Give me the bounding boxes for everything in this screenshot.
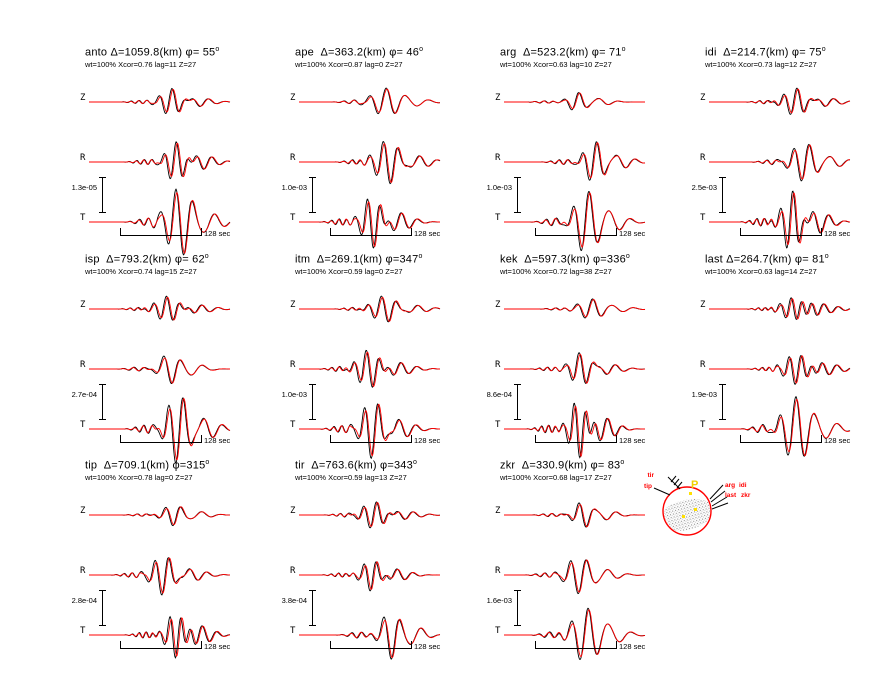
station-fit-stats: wt=100% Xcor=0.76 lag=11 Z=27 (85, 60, 197, 69)
amplitude-scale-bracket (102, 177, 108, 213)
synthetic-trace (709, 145, 850, 179)
observed-trace (299, 562, 440, 591)
component-label-t: T (80, 213, 86, 223)
observed-trace (89, 296, 230, 320)
time-scale-label: 128 sec (824, 229, 851, 238)
station-header-text: itm Δ=269.1(km) φ=347 (295, 253, 419, 266)
synthetic-trace (89, 89, 230, 112)
waveform-trace-t (500, 394, 660, 464)
amplitude-scale-bracket (312, 177, 318, 213)
observed-trace (504, 608, 645, 659)
component-label-z: Z (290, 300, 296, 310)
amplitude-scale-bracket (517, 590, 523, 626)
component-label-t: T (495, 626, 501, 636)
time-scale-bar (535, 228, 617, 236)
station-fit-stats: wt=100% Xcor=0.72 lag=38 Z=27 (500, 267, 612, 276)
beachball-station-label: last (725, 492, 737, 499)
station-fit-stats: wt=100% Xcor=0.68 lag=17 Z=27 (500, 473, 612, 482)
amplitude-scale-bracket (102, 590, 108, 626)
station-fit-stats: wt=100% Xcor=0.73 lag=12 Z=27 (705, 60, 817, 69)
synthetic-trace (709, 356, 850, 383)
time-scale-label: 128 sec (414, 642, 441, 651)
station-header (500, 253, 630, 266)
station-header (85, 459, 209, 472)
waveform-trace-t (500, 187, 660, 257)
amplitude-scale-label: 8.6e-04 (486, 390, 512, 399)
component-label-z: Z (290, 93, 296, 103)
station-header-text: ape Δ=363.2(km) φ= 46 (295, 46, 420, 59)
time-scale-bar (330, 435, 412, 443)
synthetic-trace (504, 93, 645, 109)
station-header (500, 46, 626, 59)
synthetic-trace (504, 406, 645, 456)
station-panel (71, 252, 285, 459)
amplitude-scale-label: 1.3e-05 (71, 183, 97, 192)
synthetic-trace (299, 619, 440, 657)
synthetic-trace (89, 297, 230, 320)
synthetic-trace (504, 354, 645, 383)
beachball-leader-lines-nw (654, 476, 682, 495)
station-fit-stats: wt=100% Xcor=0.63 lag=14 Z=27 (705, 267, 817, 276)
degree-superscript: o (824, 253, 829, 260)
component-label-t: T (290, 626, 296, 636)
amplitude-scale-label: 2.5e-03 (691, 183, 717, 192)
station-header (295, 459, 417, 472)
time-scale-bar (740, 435, 822, 443)
time-scale-label: 128 sec (414, 229, 441, 238)
observed-trace (504, 560, 645, 594)
degree-superscript: o (621, 46, 626, 53)
synthetic-trace (299, 562, 440, 590)
synthetic-trace (299, 297, 440, 321)
station-panel (71, 45, 285, 252)
waveform-trace-t (85, 187, 245, 257)
station-panel (71, 458, 285, 665)
component-label-z: Z (80, 506, 86, 516)
station-header-text: arg Δ=523.2(km) φ= 71 (500, 46, 622, 59)
component-label-z: Z (290, 506, 296, 516)
amplitude-scale-bracket (517, 177, 523, 213)
degree-superscript: o (412, 459, 418, 466)
time-scale-bar (120, 641, 202, 649)
observed-trace (709, 144, 850, 181)
degree-superscript: o (620, 459, 625, 466)
time-scale-bar (330, 228, 412, 236)
observed-trace (709, 397, 850, 457)
observed-trace (299, 142, 440, 184)
component-label-r: R (495, 153, 501, 163)
component-label-r: R (495, 360, 501, 370)
time-scale-bar (535, 641, 617, 649)
component-label-z: Z (495, 506, 501, 516)
component-label-r: R (80, 360, 86, 370)
component-label-z: Z (80, 300, 86, 310)
synthetic-trace (299, 89, 440, 113)
station-panel (486, 45, 700, 252)
station-header-text: kek Δ=597.3(km) φ=336 (500, 253, 626, 266)
component-label-t: T (700, 420, 706, 430)
waveform-trace-t (705, 394, 865, 464)
component-label-z: Z (495, 300, 501, 310)
component-label-t: T (495, 420, 501, 430)
observed-trace (504, 353, 645, 384)
station-fit-stats: wt=100% Xcor=0.59 lag=0 Z=27 (295, 267, 403, 276)
component-label-r: R (495, 566, 501, 576)
station-header (295, 253, 423, 266)
station-panel (281, 252, 495, 459)
station-fit-stats: wt=100% Xcor=0.87 lag=0 Z=27 (295, 60, 403, 69)
synthetic-trace (89, 507, 230, 525)
station-header-text: tip Δ=709.1(km) φ=315 (85, 459, 206, 472)
station-header (705, 253, 829, 266)
observed-trace (89, 89, 230, 114)
amplitude-scale-bracket (517, 384, 523, 420)
station-panel (281, 45, 495, 252)
observed-trace (89, 617, 230, 658)
observed-trace (299, 617, 440, 659)
time-scale-label: 128 sec (619, 229, 646, 238)
time-scale-label: 128 sec (414, 436, 441, 445)
p-axis-label: P (691, 479, 699, 491)
station-header-text: tir Δ=763.6(km) φ=343 (295, 459, 413, 472)
time-scale-label: 128 sec (619, 436, 646, 445)
component-label-z: Z (700, 93, 706, 103)
waveform-trace-t (705, 187, 865, 257)
station-panel (486, 252, 700, 459)
degree-superscript: o (215, 46, 220, 53)
component-label-r: R (700, 153, 706, 163)
synthetic-trace (89, 358, 230, 383)
time-scale-label: 128 sec (824, 436, 851, 445)
time-scale-bar (330, 641, 412, 649)
station-panel (691, 252, 881, 459)
component-label-r: R (80, 153, 86, 163)
amplitude-scale-label: 1.6e-03 (486, 596, 512, 605)
time-scale-label: 128 sec (204, 642, 231, 651)
station-header-text: isp Δ=793.2(km) φ= 62 (85, 253, 205, 266)
component-label-t: T (495, 213, 501, 223)
time-scale-label: 128 sec (204, 436, 231, 445)
station-fit-stats: wt=100% Xcor=0.74 lag=15 Z=27 (85, 267, 197, 276)
amplitude-scale-bracket (102, 384, 108, 420)
time-scale-label: 128 sec (204, 229, 231, 238)
degree-superscript: o (821, 46, 826, 53)
beachball (628, 468, 818, 583)
observed-trace (504, 142, 645, 180)
station-header (85, 46, 219, 59)
degree-superscript: o (204, 253, 209, 260)
component-label-r: R (290, 153, 296, 163)
synthetic-trace (89, 399, 230, 460)
beachball-station-label: tir (647, 472, 654, 479)
degree-superscript: o (625, 253, 630, 260)
waveform-trace-t (85, 600, 245, 670)
synthetic-trace (504, 143, 645, 178)
waveform-trace-t (295, 187, 455, 257)
amplitude-scale-label: 3.8e-04 (281, 596, 307, 605)
station-panel (281, 458, 495, 665)
component-label-z: Z (80, 93, 86, 103)
station-header-text: idi Δ=214.7(km) φ= 75 (705, 46, 822, 59)
amplitude-scale-bracket (312, 590, 318, 626)
amplitude-scale-label: 1.0e-03 (281, 390, 307, 399)
component-label-r: R (700, 360, 706, 370)
waveform-trace-t (295, 600, 455, 670)
station-fit-stats: wt=100% Xcor=0.63 lag=10 Z=27 (500, 60, 612, 69)
component-label-t: T (290, 213, 296, 223)
component-label-t: T (80, 626, 86, 636)
degree-superscript: o (418, 253, 423, 260)
waveform-trace-t (85, 394, 245, 464)
degree-superscript: o (205, 459, 210, 466)
amplitude-scale-bracket (722, 384, 728, 420)
station-header (85, 253, 209, 266)
station-header (500, 459, 624, 472)
station-header (705, 46, 826, 59)
amplitude-scale-label: 2.8e-04 (71, 596, 97, 605)
amplitude-scale-label: 1.0e-03 (281, 183, 307, 192)
component-label-t: T (290, 420, 296, 430)
observed-trace (299, 88, 440, 114)
component-label-r: R (290, 566, 296, 576)
station-header-text: anto Δ=1059.8(km) φ= 55 (85, 46, 216, 59)
synthetic-trace (709, 89, 850, 113)
observed-trace (504, 192, 645, 251)
time-scale-bar (740, 228, 822, 236)
time-scale-label: 128 sec (619, 642, 646, 651)
waveform-trace-t (295, 394, 455, 464)
amplitude-scale-label: 2.7e-04 (71, 390, 97, 399)
synthetic-trace (709, 299, 850, 319)
beachball-station-label: idi (739, 482, 747, 489)
component-label-r: R (80, 566, 86, 576)
station-header-text: last Δ=264.7(km) φ= 81 (705, 253, 825, 266)
observed-trace (89, 398, 230, 463)
component-label-t: T (700, 213, 706, 223)
station-fit-stats: wt=100% Xcor=0.59 lag=13 Z=27 (295, 473, 407, 482)
synthetic-trace (709, 399, 850, 455)
observed-trace (709, 356, 850, 385)
station-header (295, 46, 423, 59)
observed-trace (709, 191, 850, 248)
station-panel (691, 45, 881, 252)
amplitude-scale-label: 1.0e-03 (486, 183, 512, 192)
degree-superscript: o (419, 46, 424, 53)
station-fit-stats: wt=100% Xcor=0.78 lag=0 Z=27 (85, 473, 193, 482)
time-scale-bar (120, 435, 202, 443)
time-scale-bar (120, 228, 202, 236)
amplitude-scale-label: 1.9e-03 (691, 390, 717, 399)
synthetic-trace (504, 300, 645, 317)
component-label-r: R (290, 360, 296, 370)
component-label-z: Z (495, 93, 501, 103)
waveform-trace-t (500, 600, 660, 670)
component-label-z: Z (700, 300, 706, 310)
synthetic-trace (299, 144, 440, 183)
synthetic-trace (299, 503, 440, 527)
beachball-shaded-quadrant (655, 494, 717, 537)
beachball-station-label: arg (725, 482, 736, 489)
time-scale-bar (535, 435, 617, 443)
component-label-t: T (80, 420, 86, 430)
station-header-text: zkr Δ=330.9(km) φ= 83 (500, 459, 621, 472)
synthetic-trace (504, 193, 645, 247)
amplitude-scale-bracket (312, 384, 318, 420)
observed-trace (709, 88, 850, 114)
beachball-station-label: zkr (741, 492, 751, 499)
amplitude-scale-bracket (722, 177, 728, 213)
beachball-station-label: tip (644, 483, 652, 490)
observed-trace (299, 404, 440, 458)
